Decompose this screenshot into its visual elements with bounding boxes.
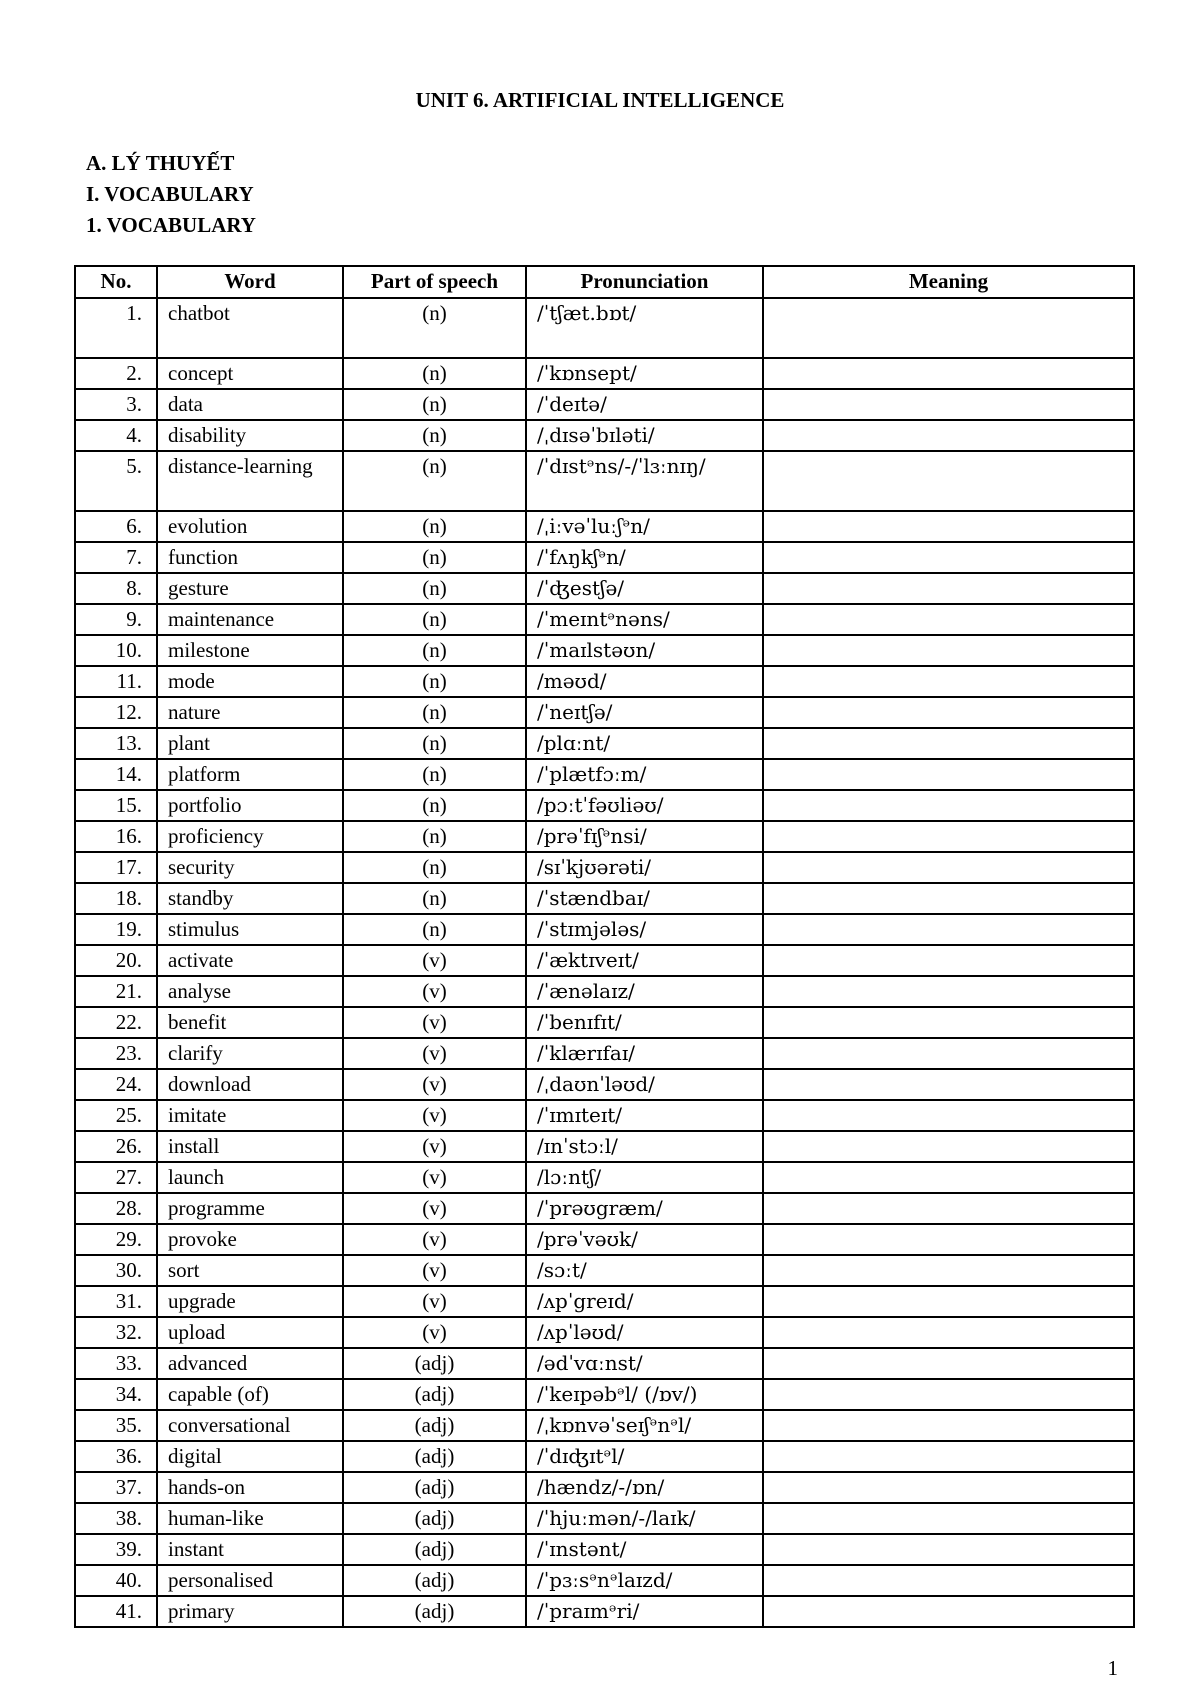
cell-no: 28. xyxy=(75,1193,157,1224)
cell-word: launch xyxy=(157,1162,343,1193)
cell-meaning xyxy=(763,1162,1134,1193)
cell-meaning xyxy=(763,1596,1134,1627)
cell-part-of-speech: (v) xyxy=(343,1007,526,1038)
table-header-row xyxy=(75,266,1134,298)
cell-meaning xyxy=(763,914,1134,945)
cell-part-of-speech: (n) xyxy=(343,604,526,635)
cell-meaning xyxy=(763,852,1134,883)
table-row xyxy=(75,1534,1134,1565)
cell-part-of-speech: (adj) xyxy=(343,1596,526,1627)
cell-word: download xyxy=(157,1069,343,1100)
table-row xyxy=(75,1038,1134,1069)
cell-word: standby xyxy=(157,883,343,914)
cell-meaning xyxy=(763,945,1134,976)
cell-pronunciation: /ˈmaɪlstəʊn/ xyxy=(526,635,763,666)
cell-word: milestone xyxy=(157,635,343,666)
cell-part-of-speech: (n) xyxy=(343,511,526,542)
cell-pronunciation: /ˈdɪʤɪtᵊl/ xyxy=(526,1441,763,1472)
table-row xyxy=(75,697,1134,728)
cell-meaning xyxy=(763,542,1134,573)
cell-no: 19. xyxy=(75,914,157,945)
table-row xyxy=(75,358,1134,389)
table-row xyxy=(75,1162,1134,1193)
table-row xyxy=(75,1348,1134,1379)
cell-meaning xyxy=(763,1565,1134,1596)
cell-word: plant xyxy=(157,728,343,759)
cell-meaning xyxy=(763,759,1134,790)
cell-meaning xyxy=(763,728,1134,759)
cell-part-of-speech: (adj) xyxy=(343,1410,526,1441)
table-row xyxy=(75,728,1134,759)
cell-pronunciation: /ˈdɪstᵊns/-/ˈlɜːnɪŋ/ xyxy=(526,451,763,511)
cell-word: stimulus xyxy=(157,914,343,945)
cell-no: 23. xyxy=(75,1038,157,1069)
table-row xyxy=(75,1224,1134,1255)
cell-pronunciation: /ˈhjuːmən/-/laɪk/ xyxy=(526,1503,763,1534)
cell-word: nature xyxy=(157,697,343,728)
cell-word: gesture xyxy=(157,573,343,604)
table-row xyxy=(75,790,1134,821)
cell-pronunciation: /prəˈfɪʃᵊnsi/ xyxy=(526,821,763,852)
cell-meaning xyxy=(763,1100,1134,1131)
cell-pronunciation: /ədˈvɑːnst/ xyxy=(526,1348,763,1379)
cell-part-of-speech: (v) xyxy=(343,976,526,1007)
cell-no: 29. xyxy=(75,1224,157,1255)
cell-word: advanced xyxy=(157,1348,343,1379)
cell-pronunciation: /ˈfʌŋkʃᵊn/ xyxy=(526,542,763,573)
table-row xyxy=(75,542,1134,573)
heading-vocabulary-list: 1. VOCABULARY xyxy=(86,213,256,237)
cell-word: disability xyxy=(157,420,343,451)
section-headings xyxy=(86,148,256,241)
cell-word: maintenance xyxy=(157,604,343,635)
cell-word: install xyxy=(157,1131,343,1162)
cell-part-of-speech: (n) xyxy=(343,420,526,451)
table-row xyxy=(75,1131,1134,1162)
cell-meaning xyxy=(763,666,1134,697)
table-row xyxy=(75,1379,1134,1410)
table-row xyxy=(75,883,1134,914)
table-row xyxy=(75,573,1134,604)
cell-meaning xyxy=(763,604,1134,635)
cell-meaning xyxy=(763,358,1134,389)
cell-pronunciation: /ˈmeɪntᵊnəns/ xyxy=(526,604,763,635)
cell-part-of-speech: (adj) xyxy=(343,1472,526,1503)
cell-meaning xyxy=(763,1472,1134,1503)
cell-part-of-speech: (n) xyxy=(343,451,526,511)
cell-no: 13. xyxy=(75,728,157,759)
cell-pronunciation: /ˈæktɪveɪt/ xyxy=(526,945,763,976)
table-row xyxy=(75,1472,1134,1503)
cell-meaning xyxy=(763,451,1134,511)
table-row xyxy=(75,1410,1134,1441)
cell-word: activate xyxy=(157,945,343,976)
cell-word: personalised xyxy=(157,1565,343,1596)
cell-word: upgrade xyxy=(157,1286,343,1317)
page-number: 1 xyxy=(1107,1656,1118,1680)
cell-meaning xyxy=(763,1317,1134,1348)
cell-word: concept xyxy=(157,358,343,389)
cell-pronunciation: /məʊd/ xyxy=(526,666,763,697)
cell-word: primary xyxy=(157,1596,343,1627)
cell-word: conversational xyxy=(157,1410,343,1441)
table-row xyxy=(75,914,1134,945)
cell-word: capable (of) xyxy=(157,1379,343,1410)
cell-part-of-speech: (n) xyxy=(343,821,526,852)
cell-pronunciation: /ˈstɪmjələs/ xyxy=(526,914,763,945)
table-row xyxy=(75,1441,1134,1472)
cell-meaning xyxy=(763,1534,1134,1565)
header-pronunciation: Pronunciation xyxy=(526,266,763,298)
cell-part-of-speech: (v) xyxy=(343,1131,526,1162)
cell-part-of-speech: (n) xyxy=(343,759,526,790)
cell-pronunciation: /ʌpˈləʊd/ xyxy=(526,1317,763,1348)
header-word: Word xyxy=(157,266,343,298)
cell-word: platform xyxy=(157,759,343,790)
cell-part-of-speech: (n) xyxy=(343,697,526,728)
cell-meaning xyxy=(763,976,1134,1007)
cell-part-of-speech: (v) xyxy=(343,1069,526,1100)
cell-meaning xyxy=(763,635,1134,666)
cell-part-of-speech: (v) xyxy=(343,1038,526,1069)
cell-no: 10. xyxy=(75,635,157,666)
page-title: UNIT 6. ARTIFICIAL INTELLIGENCE xyxy=(415,88,785,112)
cell-part-of-speech: (v) xyxy=(343,1317,526,1348)
cell-pronunciation: /sɔːt/ xyxy=(526,1255,763,1286)
cell-pronunciation: /ˌdaʊnˈləʊd/ xyxy=(526,1069,763,1100)
cell-no: 2. xyxy=(75,358,157,389)
cell-no: 7. xyxy=(75,542,157,573)
table-row xyxy=(75,1100,1134,1131)
cell-no: 26. xyxy=(75,1131,157,1162)
cell-meaning xyxy=(763,420,1134,451)
cell-word: security xyxy=(157,852,343,883)
cell-pronunciation: /plɑːnt/ xyxy=(526,728,763,759)
table-row xyxy=(75,1193,1134,1224)
cell-meaning xyxy=(763,573,1134,604)
cell-word: human-like xyxy=(157,1503,343,1534)
cell-word: mode xyxy=(157,666,343,697)
cell-no: 25. xyxy=(75,1100,157,1131)
cell-pronunciation: /ɪnˈstɔːl/ xyxy=(526,1131,763,1162)
cell-meaning xyxy=(763,1255,1134,1286)
cell-part-of-speech: (v) xyxy=(343,1286,526,1317)
cell-part-of-speech: (v) xyxy=(343,1193,526,1224)
cell-word: evolution xyxy=(157,511,343,542)
cell-no: 31. xyxy=(75,1286,157,1317)
cell-no: 4. xyxy=(75,420,157,451)
cell-no: 21. xyxy=(75,976,157,1007)
cell-no: 1. xyxy=(75,298,157,358)
table-row xyxy=(75,852,1134,883)
vocabulary-table xyxy=(74,265,1135,1628)
table-row xyxy=(75,1317,1134,1348)
table-row xyxy=(75,1255,1134,1286)
cell-part-of-speech: (adj) xyxy=(343,1379,526,1410)
cell-part-of-speech: (adj) xyxy=(343,1348,526,1379)
cell-pronunciation: /ˌiːvəˈluːʃᵊn/ xyxy=(526,511,763,542)
cell-no: 34. xyxy=(75,1379,157,1410)
cell-pronunciation: /ˈplætfɔːm/ xyxy=(526,759,763,790)
table-row xyxy=(75,604,1134,635)
cell-word: chatbot xyxy=(157,298,343,358)
cell-pronunciation: /ˈstændbaɪ/ xyxy=(526,883,763,914)
header-no: No. xyxy=(75,266,157,298)
table-row xyxy=(75,945,1134,976)
cell-meaning xyxy=(763,1038,1134,1069)
cell-pronunciation: /lɔːntʃ/ xyxy=(526,1162,763,1193)
heading-theory: A. LÝ THUYẾT xyxy=(86,151,235,175)
cell-meaning xyxy=(763,1224,1134,1255)
table-body xyxy=(75,298,1134,1627)
cell-pronunciation: /ˈpɜːsᵊnᵊlaɪzd/ xyxy=(526,1565,763,1596)
cell-no: 35. xyxy=(75,1410,157,1441)
cell-word: benefit xyxy=(157,1007,343,1038)
cell-pronunciation: /ˌdɪsəˈbɪləti/ xyxy=(526,420,763,451)
cell-part-of-speech: (adj) xyxy=(343,1565,526,1596)
cell-no: 39. xyxy=(75,1534,157,1565)
cell-part-of-speech: (n) xyxy=(343,358,526,389)
cell-meaning xyxy=(763,1131,1134,1162)
cell-no: 15. xyxy=(75,790,157,821)
cell-pronunciation: /ˈkeɪpəbᵊl/ (/ɒv/) xyxy=(526,1379,763,1410)
table-row xyxy=(75,821,1134,852)
cell-no: 12. xyxy=(75,697,157,728)
cell-no: 17. xyxy=(75,852,157,883)
cell-part-of-speech: (n) xyxy=(343,852,526,883)
table-row xyxy=(75,666,1134,697)
header-meaning: Meaning xyxy=(763,266,1134,298)
cell-meaning xyxy=(763,511,1134,542)
cell-no: 5. xyxy=(75,451,157,511)
cell-part-of-speech: (n) xyxy=(343,542,526,573)
cell-part-of-speech: (n) xyxy=(343,883,526,914)
cell-pronunciation: /ˈɪnstənt/ xyxy=(526,1534,763,1565)
cell-part-of-speech: (n) xyxy=(343,914,526,945)
cell-no: 37. xyxy=(75,1472,157,1503)
table-row xyxy=(75,1565,1134,1596)
cell-word: imitate xyxy=(157,1100,343,1131)
table-row xyxy=(75,1596,1134,1627)
cell-no: 33. xyxy=(75,1348,157,1379)
cell-no: 36. xyxy=(75,1441,157,1472)
cell-part-of-speech: (n) xyxy=(343,298,526,358)
cell-no: 24. xyxy=(75,1069,157,1100)
cell-pronunciation: /ˈklærɪfaɪ/ xyxy=(526,1038,763,1069)
table-row xyxy=(75,451,1134,511)
cell-meaning xyxy=(763,1410,1134,1441)
cell-meaning xyxy=(763,1441,1134,1472)
cell-no: 8. xyxy=(75,573,157,604)
cell-meaning xyxy=(763,1193,1134,1224)
cell-part-of-speech: (n) xyxy=(343,573,526,604)
cell-no: 9. xyxy=(75,604,157,635)
cell-part-of-speech: (n) xyxy=(343,728,526,759)
cell-meaning xyxy=(763,1286,1134,1317)
cell-no: 38. xyxy=(75,1503,157,1534)
cell-meaning xyxy=(763,697,1134,728)
cell-word: analyse xyxy=(157,976,343,1007)
cell-pronunciation: /ˈbenɪfɪt/ xyxy=(526,1007,763,1038)
cell-word: programme xyxy=(157,1193,343,1224)
cell-word: instant xyxy=(157,1534,343,1565)
table-row xyxy=(75,420,1134,451)
cell-meaning xyxy=(763,1503,1134,1534)
cell-pronunciation: /ˌkɒnvəˈseɪʃᵊnᵊl/ xyxy=(526,1410,763,1441)
cell-meaning xyxy=(763,298,1134,358)
cell-meaning xyxy=(763,1069,1134,1100)
cell-no: 20. xyxy=(75,945,157,976)
table-row xyxy=(75,759,1134,790)
table-row xyxy=(75,1069,1134,1100)
table-row xyxy=(75,976,1134,1007)
cell-pronunciation: /sɪˈkjʊərəti/ xyxy=(526,852,763,883)
cell-no: 14. xyxy=(75,759,157,790)
cell-word: portfolio xyxy=(157,790,343,821)
cell-no: 41. xyxy=(75,1596,157,1627)
cell-pronunciation: /ˈneɪtʃə/ xyxy=(526,697,763,728)
cell-pronunciation: /ˈænəlaɪz/ xyxy=(526,976,763,1007)
cell-part-of-speech: (n) xyxy=(343,666,526,697)
cell-no: 6. xyxy=(75,511,157,542)
cell-part-of-speech: (n) xyxy=(343,635,526,666)
cell-no: 32. xyxy=(75,1317,157,1348)
cell-part-of-speech: (n) xyxy=(343,790,526,821)
cell-pronunciation: /ˈdeɪtə/ xyxy=(526,389,763,420)
cell-no: 30. xyxy=(75,1255,157,1286)
cell-part-of-speech: (v) xyxy=(343,1255,526,1286)
table-row xyxy=(75,1007,1134,1038)
cell-pronunciation: /pɔːtˈfəʊliəʊ/ xyxy=(526,790,763,821)
cell-part-of-speech: (v) xyxy=(343,1224,526,1255)
cell-word: function xyxy=(157,542,343,573)
cell-word: data xyxy=(157,389,343,420)
cell-pronunciation: /ˈprəʊgræm/ xyxy=(526,1193,763,1224)
cell-word: clarify xyxy=(157,1038,343,1069)
cell-part-of-speech: (adj) xyxy=(343,1441,526,1472)
cell-part-of-speech: (adj) xyxy=(343,1503,526,1534)
cell-part-of-speech: (v) xyxy=(343,945,526,976)
cell-meaning xyxy=(763,1007,1134,1038)
cell-word: upload xyxy=(157,1317,343,1348)
cell-pronunciation: /ˈʤestʃə/ xyxy=(526,573,763,604)
cell-word: sort xyxy=(157,1255,343,1286)
cell-no: 3. xyxy=(75,389,157,420)
cell-pronunciation: /ˈɪmɪteɪt/ xyxy=(526,1100,763,1131)
heading-vocabulary: I. VOCABULARY xyxy=(86,182,254,206)
cell-word: hands-on xyxy=(157,1472,343,1503)
cell-pronunciation: /ˈpraɪmᵊri/ xyxy=(526,1596,763,1627)
cell-part-of-speech: (adj) xyxy=(343,1534,526,1565)
table-row xyxy=(75,298,1134,358)
cell-word: distance-​learning xyxy=(157,451,343,511)
cell-word: proficiency xyxy=(157,821,343,852)
header-part-of-speech: Part of speech xyxy=(343,266,526,298)
cell-pronunciation: /ʌpˈgreɪd/ xyxy=(526,1286,763,1317)
cell-part-of-speech: (n) xyxy=(343,389,526,420)
cell-part-of-speech: (v) xyxy=(343,1100,526,1131)
cell-no: 40. xyxy=(75,1565,157,1596)
cell-meaning xyxy=(763,389,1134,420)
cell-no: 11. xyxy=(75,666,157,697)
cell-meaning xyxy=(763,1379,1134,1410)
cell-no: 22. xyxy=(75,1007,157,1038)
cell-no: 27. xyxy=(75,1162,157,1193)
cell-part-of-speech: (v) xyxy=(343,1162,526,1193)
cell-pronunciation: /ˈkɒnsept/ xyxy=(526,358,763,389)
cell-meaning xyxy=(763,790,1134,821)
table-row xyxy=(75,389,1134,420)
cell-pronunciation: /ˈtʃæt.bɒt/ xyxy=(526,298,763,358)
table-row xyxy=(75,635,1134,666)
cell-meaning xyxy=(763,1348,1134,1379)
cell-no: 16. xyxy=(75,821,157,852)
table-row xyxy=(75,1503,1134,1534)
table-row xyxy=(75,1286,1134,1317)
table-row xyxy=(75,511,1134,542)
cell-word: provoke xyxy=(157,1224,343,1255)
cell-meaning xyxy=(763,883,1134,914)
cell-meaning xyxy=(763,821,1134,852)
cell-pronunciation: /prəˈvəʊk/ xyxy=(526,1224,763,1255)
cell-pronunciation: /hændz/-/ɒn/ xyxy=(526,1472,763,1503)
cell-no: 18. xyxy=(75,883,157,914)
cell-word: digital xyxy=(157,1441,343,1472)
